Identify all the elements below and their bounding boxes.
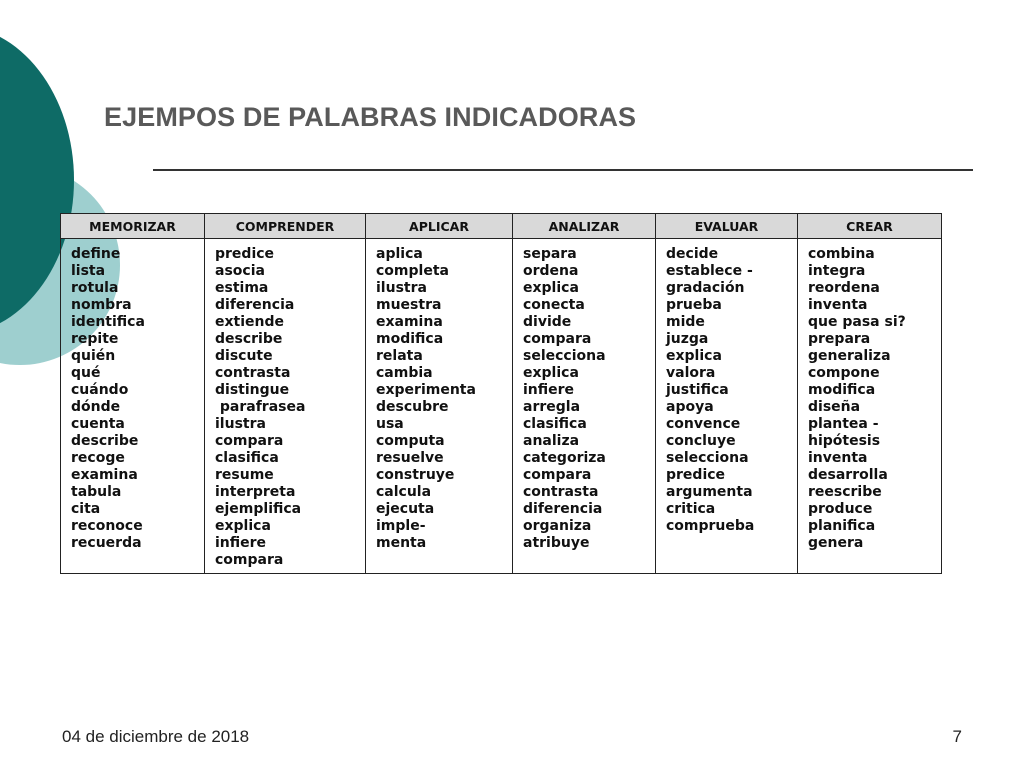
list-item: repite: [71, 331, 119, 347]
list-item: experimenta: [376, 382, 476, 398]
footer-date: 04 de diciembre de 2018: [62, 727, 250, 746]
list-item: usa: [376, 416, 404, 432]
list-item: cambia: [376, 365, 433, 381]
list-item: diseña: [808, 399, 861, 415]
list-item: diferencia: [523, 501, 603, 517]
page-number: 7: [952, 727, 962, 746]
slide-title: EJEMPOS DE PALABRAS INDICADORAS: [104, 102, 637, 132]
list-item: contrasta: [215, 365, 291, 381]
list-item: ilustra: [376, 280, 427, 296]
list-item: asocia: [215, 263, 265, 279]
list-item: inventa: [808, 297, 868, 313]
list-item: divide: [523, 314, 572, 330]
list-item: estima: [215, 280, 269, 296]
column-comprender: [205, 239, 366, 574]
list-item: ejemplifica: [215, 501, 302, 517]
list-item: ordena: [523, 263, 579, 279]
list-item: dónde: [71, 399, 121, 415]
list-item: cuenta: [71, 416, 125, 432]
list-item: explica: [523, 365, 579, 381]
list-item: distingue: [215, 382, 290, 398]
list-item: reescribe: [808, 484, 882, 500]
list-item: explica: [215, 518, 271, 534]
list-item: describe: [215, 331, 283, 347]
list-item: extiende: [215, 314, 284, 330]
header-crear: CREAR: [798, 214, 942, 239]
list-item: menta: [376, 535, 427, 551]
table-header-row: [61, 214, 942, 239]
list-item: selecciona: [523, 348, 606, 364]
list-item: juzga: [666, 331, 709, 347]
list-item: rotula: [71, 280, 119, 296]
list-item: conecta: [523, 297, 585, 313]
header-analizar: ANALIZAR: [513, 214, 656, 239]
list-item: selecciona: [666, 450, 749, 466]
indicator-words-table: [60, 213, 942, 574]
list-item: modifica: [808, 382, 876, 398]
list-item: separa: [523, 246, 577, 262]
list-item: comprueba: [666, 518, 755, 534]
list-item: explica: [523, 280, 579, 296]
list-item: cuándo: [71, 382, 129, 398]
list-item: nombra: [71, 297, 132, 313]
list-item: compara: [215, 552, 284, 568]
header-memorizar: MEMORIZAR: [61, 214, 205, 239]
list-item: explica: [666, 348, 722, 364]
list-item: imple-: [376, 518, 426, 534]
list-item: computa: [376, 433, 445, 449]
title-underline: [153, 169, 973, 171]
list-item: prueba: [666, 297, 722, 313]
column-crear: [798, 239, 942, 574]
list-item: construye: [376, 467, 455, 483]
list-item: mide: [666, 314, 705, 330]
list-item: predice: [215, 246, 275, 262]
list-item: infiere: [215, 535, 267, 551]
list-item: compara: [523, 331, 592, 347]
header-aplicar: APLICAR: [366, 214, 513, 239]
list-item: planifica: [808, 518, 876, 534]
list-item: relata: [376, 348, 423, 364]
list-item: describe: [71, 433, 139, 449]
list-item: atribuye: [523, 535, 590, 551]
list-item: que pasa si?: [808, 314, 906, 330]
list-item: inventa: [808, 450, 868, 466]
list-item: compone: [808, 365, 880, 381]
list-item: contrasta: [523, 484, 599, 500]
list-item: clasifica: [215, 450, 279, 466]
list-item: compara: [215, 433, 284, 449]
list-item: infiere: [523, 382, 575, 398]
list-item: prepara: [808, 331, 871, 347]
list-item: qué: [71, 365, 101, 381]
list-item: recoge: [71, 450, 125, 466]
list-item: ejecuta: [376, 501, 435, 517]
list-item: establece -: [666, 263, 753, 279]
list-item: apoya: [666, 399, 714, 415]
list-item: integra: [808, 263, 866, 279]
header-comprender: COMPRENDER: [205, 214, 366, 239]
list-item: examina: [376, 314, 443, 330]
list-item: define: [71, 246, 121, 262]
list-item: recuerda: [71, 535, 142, 551]
list-item: decide: [666, 246, 719, 262]
list-item: quién: [71, 348, 116, 364]
list-item: ilustra: [215, 416, 266, 432]
list-item: calcula: [376, 484, 432, 500]
list-item: muestra: [376, 297, 442, 313]
header-evaluar: EVALUAR: [656, 214, 798, 239]
list-item: produce: [808, 501, 873, 517]
list-item: modifica: [376, 331, 444, 347]
table-body-row: [61, 239, 942, 574]
list-item: parafrasea: [215, 399, 306, 415]
list-item: gradación: [666, 280, 745, 296]
list-item: categoriza: [523, 450, 606, 466]
list-item: generaliza: [808, 348, 891, 364]
list-item: concluye: [666, 433, 736, 449]
list-item: combina: [808, 246, 875, 262]
list-item: aplica: [376, 246, 423, 262]
list-item: descubre: [376, 399, 449, 415]
list-item: justifica: [666, 382, 729, 398]
list-item: resume: [215, 467, 274, 483]
list-item: predice: [666, 467, 726, 483]
list-item: tabula: [71, 484, 122, 500]
column-memorizar: [61, 239, 205, 574]
list-item: reconoce: [71, 518, 143, 534]
list-item: genera: [808, 535, 864, 551]
list-item: convence: [666, 416, 741, 432]
column-evaluar: [656, 239, 798, 574]
list-item: organiza: [523, 518, 592, 534]
list-item: examina: [71, 467, 138, 483]
list-item: cita: [71, 501, 101, 517]
list-item: clasifica: [523, 416, 587, 432]
list-item: desarrolla: [808, 467, 888, 483]
list-item: resuelve: [376, 450, 444, 466]
column-aplicar: [366, 239, 513, 574]
list-item: interpreta: [215, 484, 296, 500]
list-item: argumenta: [666, 484, 753, 500]
list-item: valora: [666, 365, 716, 381]
list-item: hipótesis: [808, 433, 881, 449]
list-item: lista: [71, 263, 106, 279]
list-item: critica: [666, 501, 716, 517]
list-item: analiza: [523, 433, 580, 449]
list-item: plantea -: [808, 416, 879, 432]
column-analizar: [513, 239, 656, 574]
list-item: completa: [376, 263, 449, 279]
list-item: identifica: [71, 314, 145, 330]
list-item: compara: [523, 467, 592, 483]
list-item: reordena: [808, 280, 880, 296]
list-item: arregla: [523, 399, 581, 415]
list-item: discute: [215, 348, 273, 364]
list-item: diferencia: [215, 297, 295, 313]
